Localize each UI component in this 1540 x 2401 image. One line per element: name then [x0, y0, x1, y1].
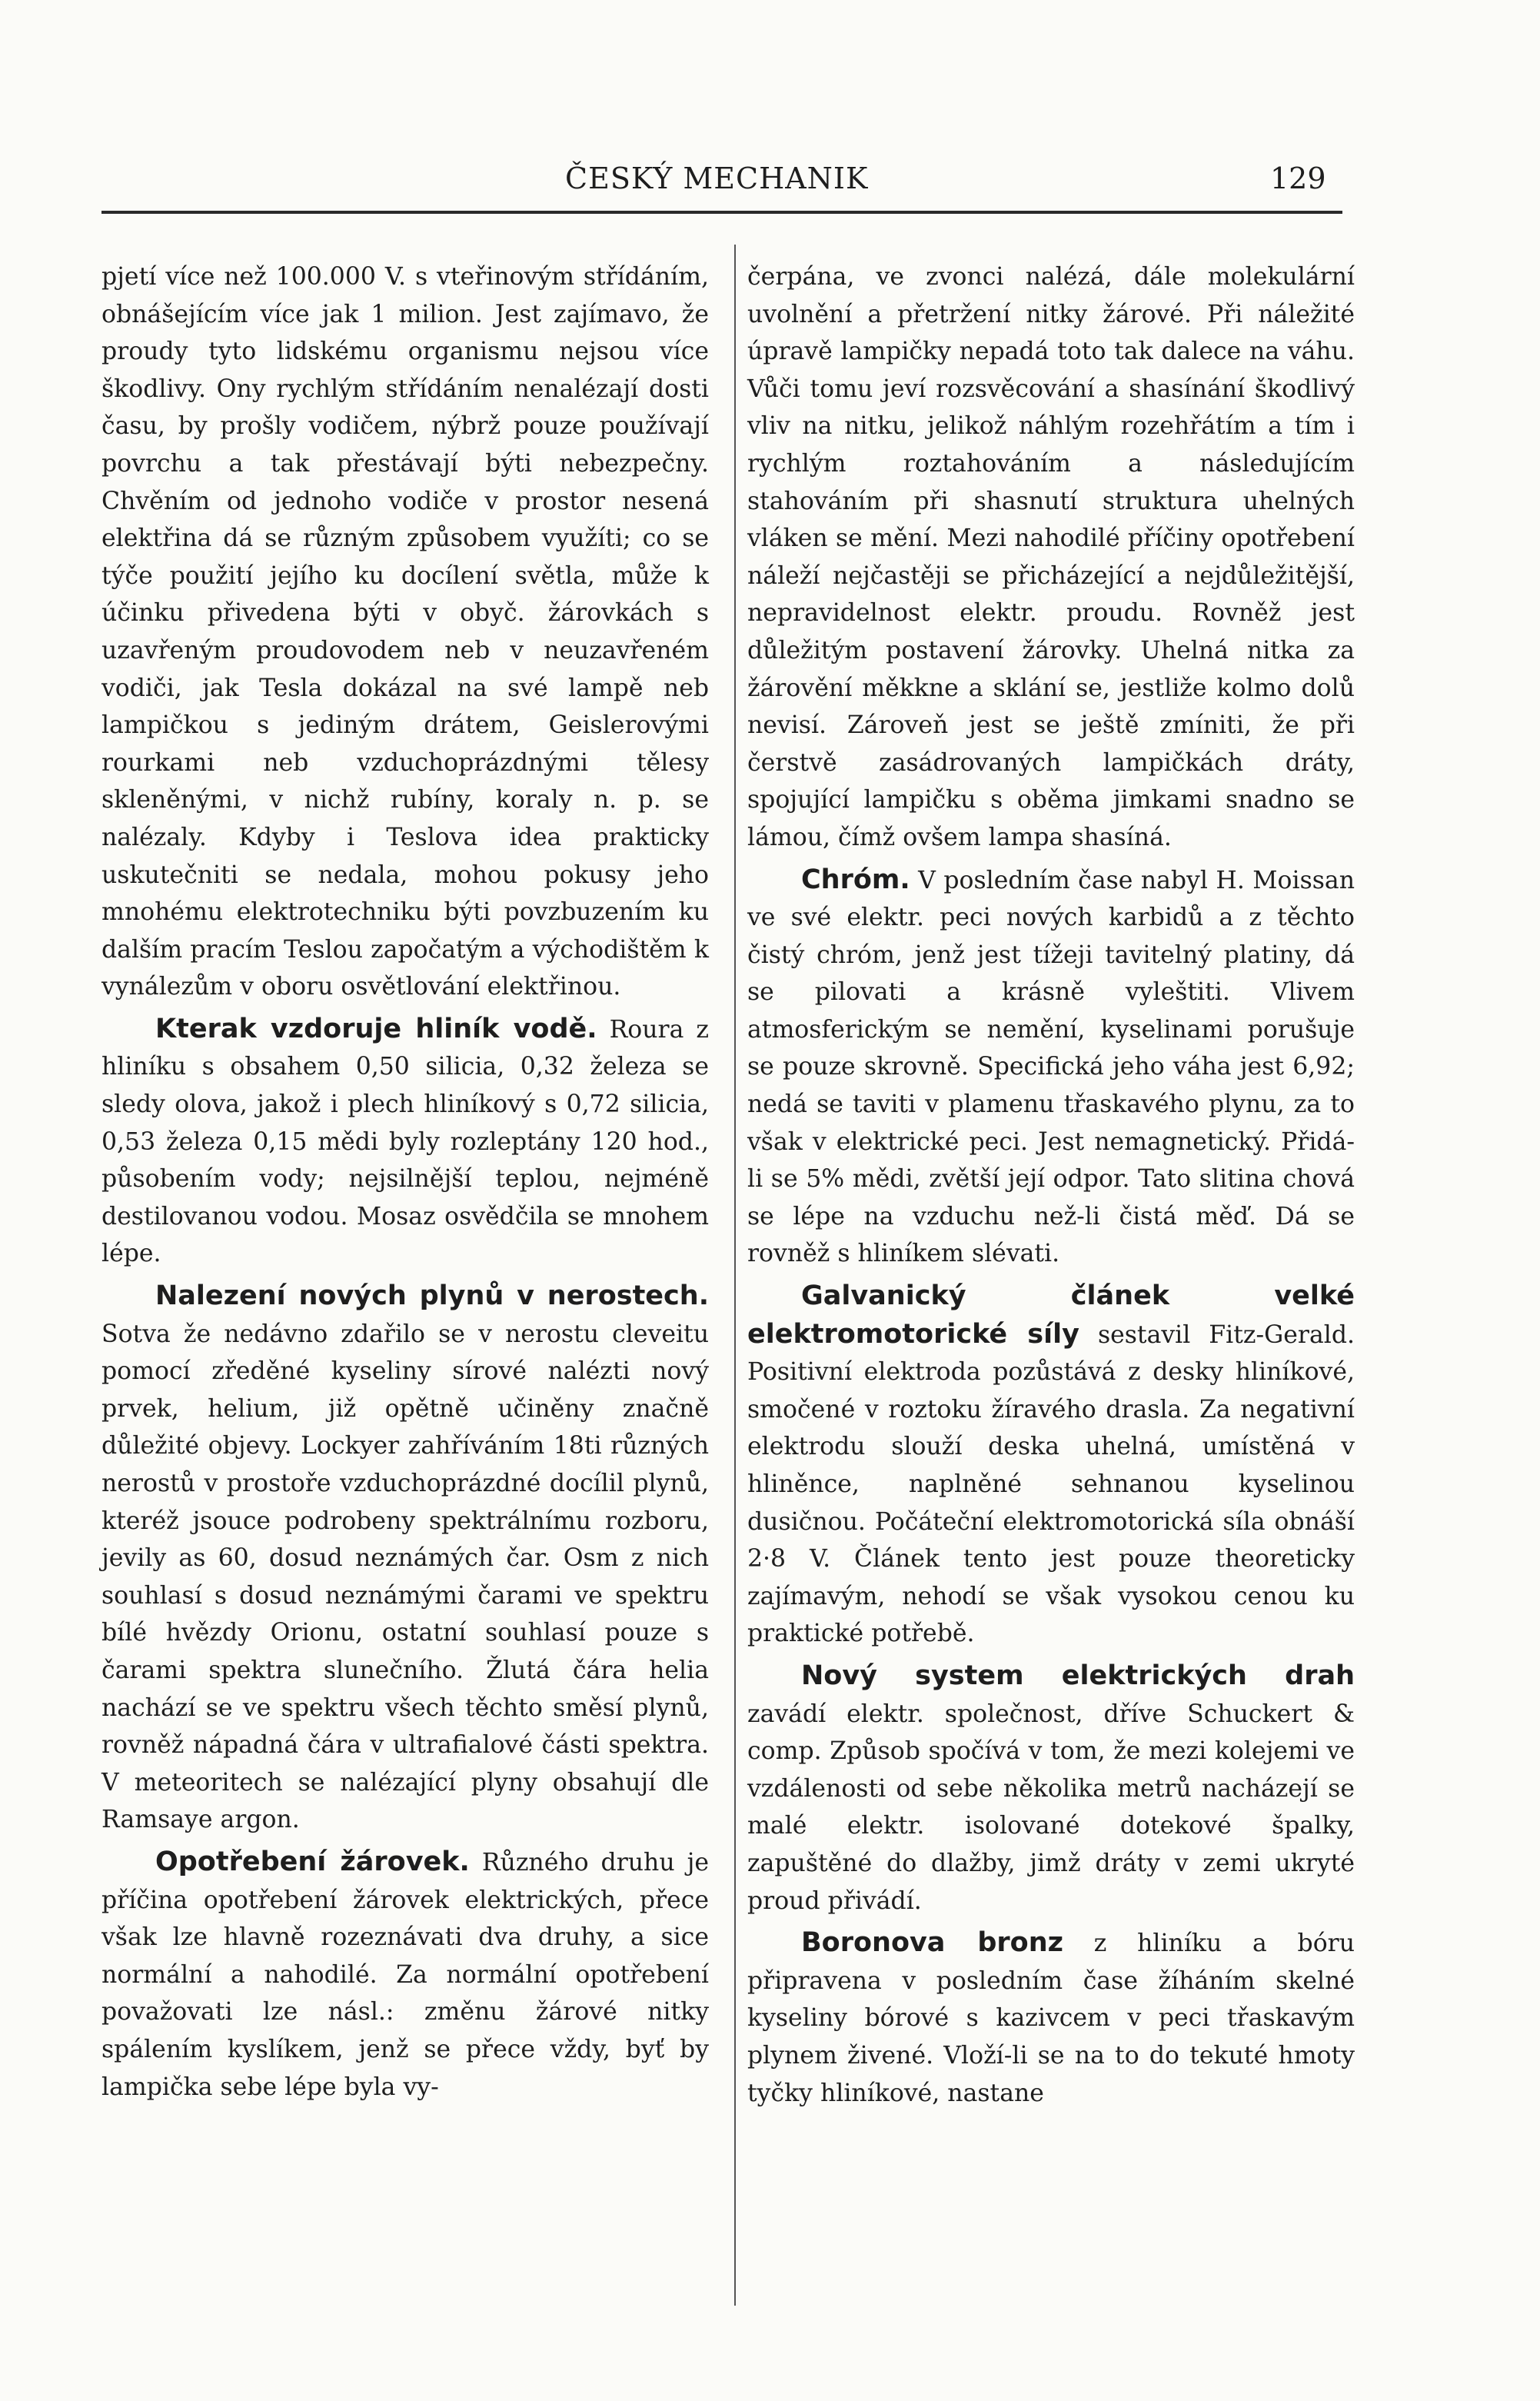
article-body: V posledním čase nabyl H. Moissan ve své elektr. peci nových karbidů a z těchto čistý chróm, jenž jest tížeji tavitelný platiny, dá se pilovati a krásně vyleštiti. Vlivem atmosferickým se nemění, kyselinami porušuje se pouze skrovně. Specifická jeho váha jest 6,92; nedá se taviti v plamenu třaskavého plynu, za to však v elektrické peci. Jest nemagnetický. Přidá-li se 5% mědi, zvětší její odpor. Tato slitina chová se lépe na vzduchu než-li čistá měď. Dá se rovněž s hliníkem slévati. [747, 866, 1355, 1268]
article-heading: Kterak vzdoruje hliník vodě. [155, 1013, 597, 1044]
article-heading: Nový system elektrických drah [801, 1660, 1355, 1691]
electric-railway-article [747, 1657, 1355, 1920]
page-number: 129 [1270, 162, 1326, 195]
running-header-title: ČESKÝ MECHANIK [565, 162, 869, 195]
article-heading: Nalezení nových plynů v nerostech. [155, 1280, 709, 1312]
column-divider [734, 245, 736, 2306]
boron-bronze-article [747, 1924, 1355, 2112]
bulb-wear-article [101, 1843, 709, 2106]
article-body: Sotva že nedávno zdařilo se v nerostu cleveitu pomocí zředěné kyseliny sírové nalézti nový prvek, helium, již opětně učiněny značně důležité objevy. Lockyer zahříváním 18ti různých nerostů v prostoře vzduchoprázdné docílil plynů, kteréž jsouce podrobeny spektrálnímu rozboru, jevily as 60, dosud neznámých čar. Osm z nich souhlasí s dosud neznámými čarami ve spektru bílé hvězdy Orionu, ostatní souhlasí pouze s čarami spektra slunečního. Žlutá čára helia nachází se ve spektru všech těchto směsí plynů, rovněž nápadná čára v ultrafialové části spektra. V meteoritech se nalézající plyny obsahují dle Ramsaye argon. [101, 1320, 709, 1834]
article-heading: Opotřebení žárovek. [155, 1846, 470, 1877]
article-body: Roura z hliníku s obsahem 0,50 silicia, 0,32 železa se sledy olova, jakož i plech hliníkový s 0,72 silicia, 0,53 železa 0,15 mědi byly rozleptány 120 hod., působením vody; nejsilnější teplou, nejméně destilovanou vodou. Mosaz osvědčila se mnohem lépe. [101, 1015, 709, 1268]
article-heading: Galvanický článek velké elektromotorické síly [747, 1280, 1355, 1350]
article-body: z hliníku a bóru připravena v posledním čase žíháním skelné kyseliny bórové s kazivcem v peci třaskavým plynem živené. Vloží-li se na to do tekuté hmoty tyčky hliníkové, nastane [747, 1930, 1355, 2107]
aluminium-water-article [101, 1011, 709, 1273]
header-rule [101, 211, 1342, 214]
tesla-continuation-paragraph: pjetí více než 100.000 V. s vteřinovým střídáním, obnášejícím více jak 1 milion. Jest zajímavo, že proudy tyto lidskému organismu nejsou více škodlivy. Ony rychlým střídáním nenalézají dosti času, by prošly vodičem, nýbrž pouze používají povrchu a tak přestávají býti nebezpečny. Chvěním od jednoho vodiče v prostor nesená elektřina dá se různým způsobem využíti; co se týče použití jejího ku docílení světla, může k účinku přivedena býti v obyč. žárovkách s uzavřeným proudovodem neb v neuzavřeném vodiči, jak Tesla dokázal na své lampě neb lampičkou s jediným drátem, Geislerovými rourkami neb vzduchoprázdnými tělesy skleněnými, v nichž rubíny, koraly n. p. se nalézaly. Kdyby i Teslova idea prakticky uskutečniti se nedala, mohou pokusy jeho mnohému elektrotechniku býti povzbuzením ku dalším pracím Teslou započatým a východištěm k vynálezům v oboru osvětlování elektřinou. [101, 263, 709, 1001]
article-body: Různého druhu je příčina opotřebení žárovek elektrických, přece však lze hlavně rozeznávati dva druhy, a sice normální a nahodilé. Za normální opotřebení považovati lze násl.: změnu žárové nitky spálením kyslíkem, jenž se přece vždy, byť by lampička sebe lépe byla vy- [101, 1848, 709, 2101]
new-gases-article [101, 1277, 709, 1839]
article-heading: Chróm. [801, 864, 910, 895]
article-body: zavádí elektr. společnost, dříve Schuckert & comp. Způsob spočívá v tom, že mezi kolejemi ve vzdálenosti od sebe několika metrů nacházejí se malé elektr. isolované dotekové špalky, zapuštěné do dlažby, jimž dráty v zemi ukryté proud přivádí. [747, 1700, 1355, 1915]
left-column [101, 258, 709, 2106]
article-body: sestavil Fitz-Gerald. Positivní elektroda pozůstává z desky hliníkové, smočené v roztoku žíravého draslа. Za negativní elektrodu slouží deska uhelná, umístěná v hliněnce, naplněné sehnanou kyselinou dusičnou. Počáteční elektromotorická síla obnáší 2·8 V. Článek tento jest pouze theoreticky zajímavým, nehodí se však vysokou cenou ku praktické potřebě. [747, 1320, 1355, 1648]
bulb-wear-continuation-paragraph: čerpána, ve zvonci nalézá, dále molekulární uvolnění a přetržení nitky žárové. Při náležité úpravě lampičky nepadá toto tak dalece na váhu. Vůči tomu jeví rozsvěcování a shasínání škodlivý vliv na nitku, jelikož náhlým rozehřátím a tím i rychlým roztahováním a následujícím stahováním při shasnutí struktura uhelných vláken se mění. Mezi nahodilé příčiny opotřebení náleží nejčastěji se přicházející a nejdůležitější, nepravidelnost elektr. proudu. Rovněž jest důležitým postavení žárovky. Uhelná nitka za žárovění měkkne a sklání se, jestliže kolmo dolů nevisí. Zároveň jest se ještě zmíniti, že při čerstvě zasádrovaných lampičkách dráty, spojující lampičku s oběma jimkami snadno se lámou, čímž ovšem lampa shasíná. [747, 263, 1355, 851]
chromium-article [747, 861, 1355, 1274]
article-heading: Boronova bronz [801, 1927, 1063, 1959]
right-column [747, 258, 1355, 2112]
galvanic-cell-article [747, 1277, 1355, 1653]
